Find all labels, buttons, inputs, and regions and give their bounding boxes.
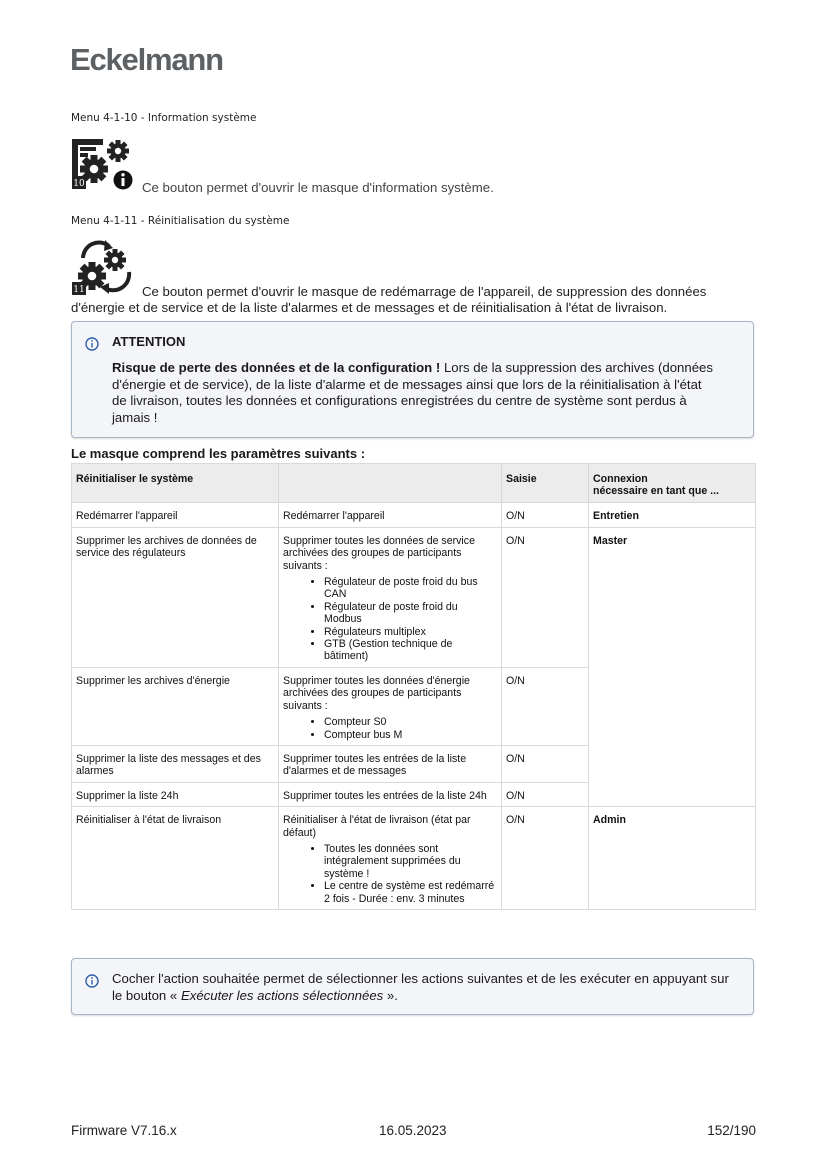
row-login: Master [589,527,756,806]
attention-body [112,360,713,426]
attention-title: ATTENTION [112,334,186,349]
row-input: O/N [502,745,589,782]
system-information-icon[interactable] [71,138,133,190]
header-login-line1: Connexion [593,473,648,485]
system-reset-description: Ce bouton permet d'ouvrir le masque de redémarrage de l'appareil, de suppression des données d'énergie et de service et de la liste d'alarmes et de messages et de réinitialisation à l'état de livraison. [71,284,707,315]
row-description: Supprimer toutes les entrées de la liste 24h [279,782,502,806]
list-item: • Toutes les données sont intégralement supprimées du système ! [324,843,497,880]
info-icon [85,337,99,351]
row-description [279,527,502,667]
footer-date: 16.05.2023 [379,1123,447,1138]
attention-notice [71,321,754,438]
row-name: Redémarrer l'appareil [72,502,279,527]
list-item: • Le centre de système est redémarré 2 fois - Durée : env. 3 minutes [324,880,497,905]
footer-page-number: 152/190 [707,1123,756,1138]
row-description [279,667,502,745]
row-description-text: Réinitialiser à l'état de livraison (état par défaut) [283,814,471,839]
tip-body [112,971,741,1004]
row-description [279,807,502,910]
tip-notice [71,958,754,1015]
row-bullet-list [283,576,497,663]
header-login-line2: nécessaire en tant que ... [593,485,719,498]
row-name: Supprimer les archives de données de service des régulateurs [72,527,279,667]
row-name: Supprimer la liste des messages et des alarmes [72,745,279,782]
list-item: • Régulateurs multiplex [324,626,497,638]
tip-emphasis: Exécuter les actions sélectionnées [180,987,384,1003]
row-bullet-list [283,716,497,741]
row-input: O/N [502,502,589,527]
row-name: Supprimer les archives d'énergie [72,667,279,745]
row-input: O/N [502,807,589,910]
header-description [279,464,502,503]
tip-text-before: Cocher l'action souhaitée permet de sélectionner les actions suivantes et de les exécuter en appuyant sur le bouton « [112,971,729,1003]
row-description: Redémarrer l'appareil [279,502,502,527]
menu-caption-system-reset: Menu 4-1-11 - Réinitialisation du système [71,215,290,227]
tip-text-after: ». [383,987,398,1003]
row-input: O/N [502,527,589,667]
header-reset-system: Réinitialiser le système [72,464,279,503]
row-bullet-list [283,843,497,905]
system-info-description: Ce bouton permet d'ouvrir le masque d'information système. [142,180,494,195]
table-row [72,527,756,667]
parameters-table [71,463,756,910]
row-description-text: Supprimer toutes les données d'énergie archivées des groupes de participants suivants : [283,674,470,712]
list-item: • Compteur S0 [324,716,497,728]
row-input: O/N [502,782,589,806]
list-item: • Compteur bus M [324,729,497,741]
row-description-text: Supprimer toutes les données de service archivées des groupes de participants suivants : [283,534,475,572]
row-name: Réinitialiser à l'état de livraison [72,807,279,910]
icon-number-10: 10 [73,179,85,189]
parameters-title: Le masque comprend les paramètres suivants : [71,446,366,461]
list-item: • Régulateur de poste froid du Modbus [324,601,497,626]
footer-firmware: Firmware V7.16.x [71,1123,177,1138]
info-icon [85,974,99,988]
row-name: Supprimer la liste 24h [72,782,279,806]
table-row [72,502,756,527]
header-input: Saisie [502,464,589,503]
icon-number-11: 11 [73,285,85,295]
header-login [589,464,756,503]
eckelmann-logo: Eckelmann [70,42,223,77]
row-description: Supprimer toutes les entrées de la liste d'alarmes et de messages [279,745,502,782]
attention-lead: Risque de perte des données et de la configuration ! [112,360,441,375]
menu-caption-system-info: Menu 4-1-10 - Information système [71,112,257,124]
row-login: Entretien [589,502,756,527]
attention-text: Lors de la suppression des archives (données d'énergie et de service), de la liste d'alarme et de messages ainsi que lors de la réinitialisation à l'état de livraison, toutes les données et configurations enregistrées du centre de système sont perdus à jamais ! [112,360,713,425]
list-item: • Régulateur de poste froid du bus CAN [324,576,497,601]
row-input: O/N [502,667,589,745]
row-login: Admin [589,807,756,910]
table-row [72,807,756,910]
list-item: • GTB (Gestion technique de bâtiment) [324,638,497,663]
